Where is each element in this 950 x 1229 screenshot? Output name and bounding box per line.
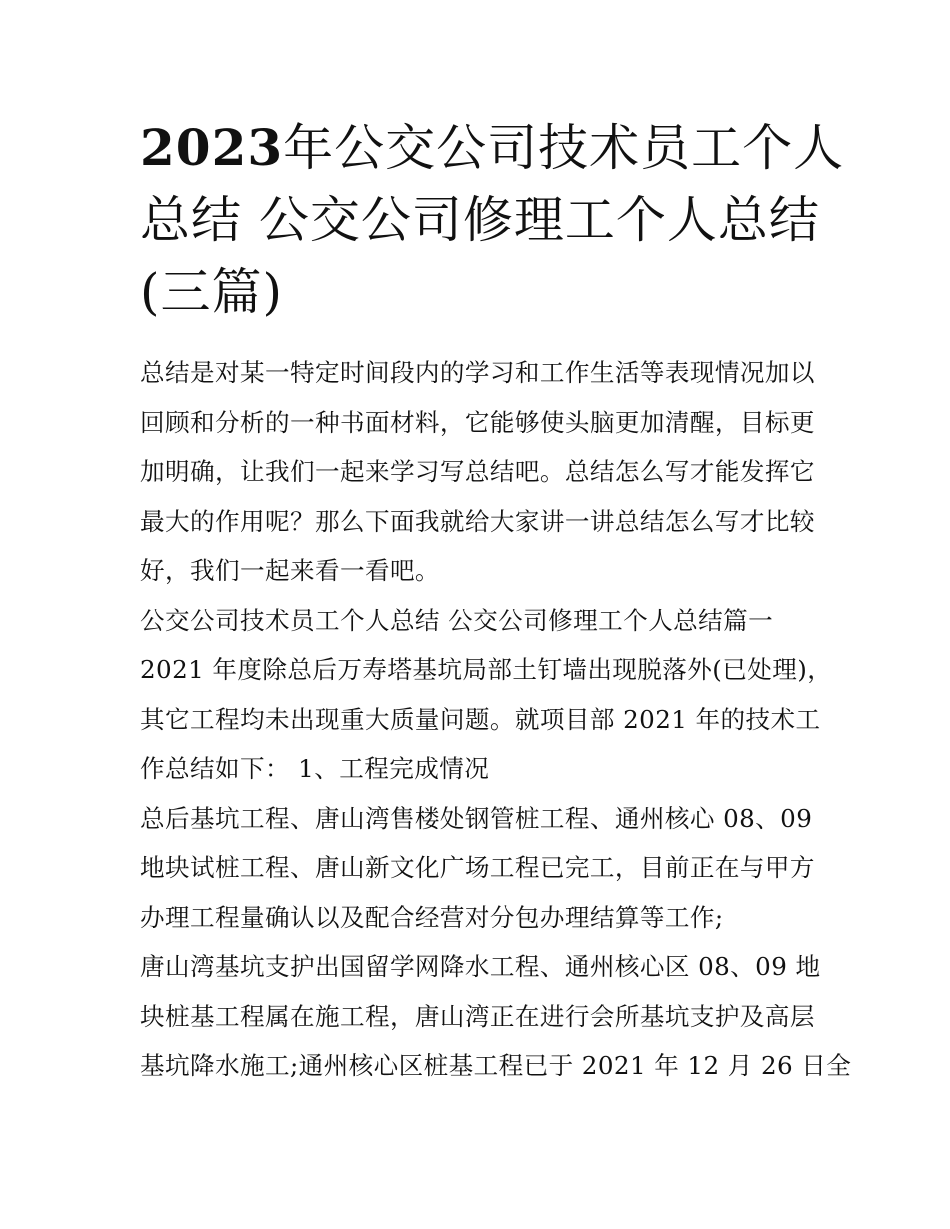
text-line: 加明确，让我们一起来学习写总结吧。总结怎么写才能发挥它 <box>140 457 815 486</box>
text-line: 办理工程量确认以及配合经营对分包办理结算等工作; <box>140 902 724 932</box>
text-line: 公交公司技术员工个人总结 公交公司修理工个人总结篇一 <box>140 605 774 635</box>
intro-paragraph <box>140 348 815 596</box>
title-year: 2023 <box>140 118 284 177</box>
text-line: 作总结如下： 1、工程完成情况 <box>140 754 490 783</box>
text-line: 最大的作用呢？那么下面我就给大家讲一讲总结怎么写才比较 <box>140 506 815 536</box>
title-line: 总结 公交公司修理工个人总结 <box>140 191 820 249</box>
document-page <box>140 112 852 1091</box>
section-heading <box>140 596 812 646</box>
title-line <box>140 112 845 184</box>
text-line: 总后基坑工程、唐山湾售楼处钢管桩工程、通州核心 08、09 <box>140 803 813 833</box>
text-line: 其它工程均未出现重大质量问题。就项目部 2021 年的技术工 <box>140 704 821 734</box>
text-line: 回顾和分析的一种书面材料，它能够使头脑更加清醒，目标更 <box>140 407 815 437</box>
document-title <box>140 112 845 328</box>
summary-paragraph <box>140 645 833 794</box>
text-line: 基坑降水施工;通州核心区桩基工程已于 2021 年 12 月 26 日全 <box>140 1051 852 1080</box>
document-body <box>140 348 852 1091</box>
text-line: 地块试桩工程、唐山新文化广场工程已完工，目前正在与甲方 <box>140 853 815 882</box>
text-line: 2021 年度除总后万寿塔基坑局部土钉墙出现脱落外(已处理)， <box>140 655 833 684</box>
ongoing-projects-paragraph <box>140 942 852 1091</box>
title-line: (三篇) <box>140 263 284 321</box>
text-line: 好，我们一起来看一看吧。 <box>140 556 440 585</box>
text-line: 块桩基工程属在施工程，唐山湾正在进行会所基坑支护及高层 <box>140 1001 815 1031</box>
text-line: 总结是对某一特定时间段内的学习和工作生活等表现情况加以 <box>140 358 815 387</box>
text-line: 唐山湾基坑支护出国留学网降水工程、通州核心区 08、09 地 <box>140 952 821 981</box>
completed-projects-paragraph <box>140 794 815 943</box>
title-text: 年公交公司技术员工个人 <box>283 119 845 177</box>
